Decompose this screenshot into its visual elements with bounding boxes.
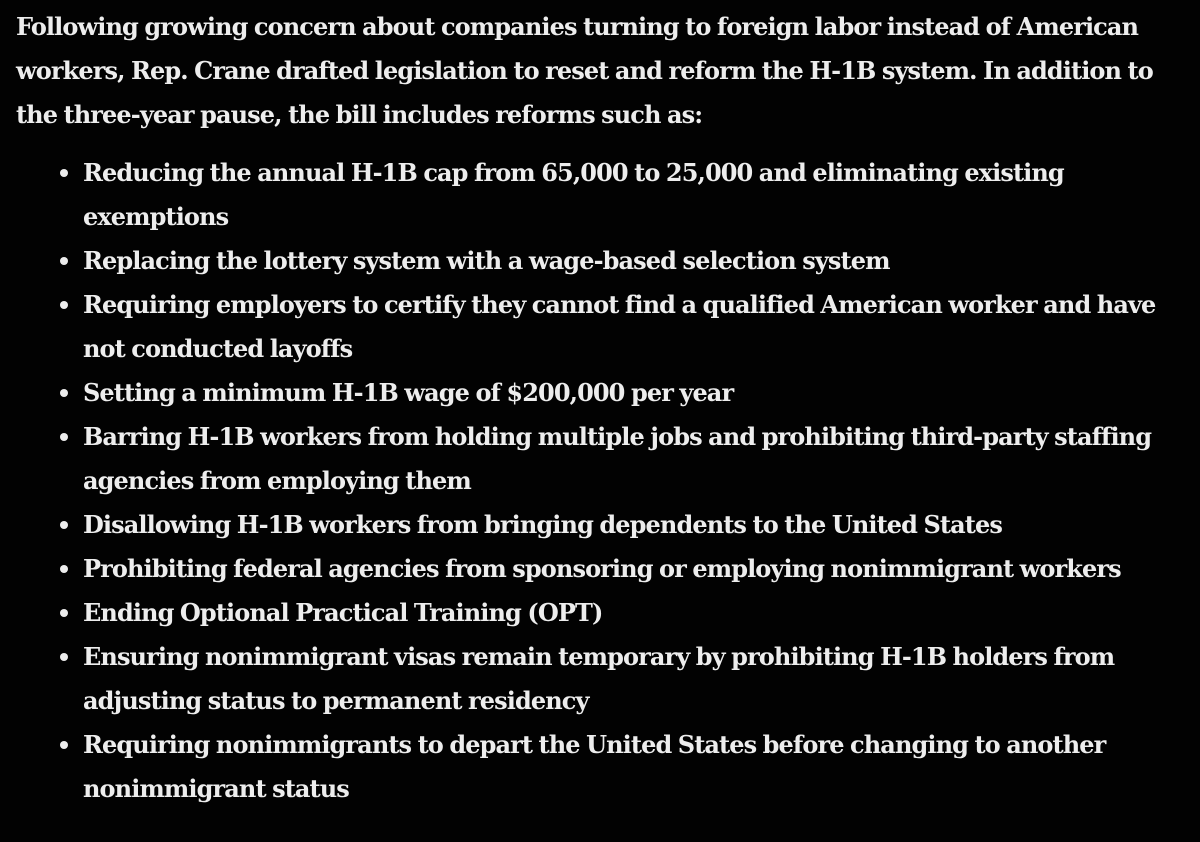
bullet-dot-icon — [60, 741, 68, 749]
list-item — [83, 723, 1196, 811]
bullet-dot-icon — [60, 433, 68, 441]
list-item-text: Reducing the annual H-1B cap from 65,000 to 25,000 and eliminating existing exemptions — [83, 158, 1064, 231]
bullet-dot-icon — [60, 653, 68, 661]
list-item-text: Ending Optional Practical Training (OPT) — [83, 598, 603, 627]
list-item-text: Requiring employers to certify they cannot find a qualified American worker and have not conducted layoffs — [83, 290, 1156, 363]
intro-paragraph: Following growing concern about companies turning to foreign labor instead of American workers, Rep. Crane drafted legislation to reset and reform the H-1B system. In addition to the three-year pause, the bill includes reforms such as: — [16, 12, 1153, 129]
list-item — [83, 239, 1196, 283]
bullet-dot-icon — [60, 521, 68, 529]
bullet-dot-icon — [60, 609, 68, 617]
list-item — [83, 591, 1196, 635]
list-item — [83, 547, 1196, 591]
bullet-dot-icon — [60, 257, 68, 265]
list-item-text: Requiring nonimmigrants to depart the United States before changing to another nonimmigrant status — [83, 730, 1106, 803]
reform-list — [16, 151, 1196, 811]
list-item-text: Barring H-1B workers from holding multiple jobs and prohibiting third-party staffing agencies from employing them — [83, 422, 1152, 495]
bullet-dot-icon — [60, 301, 68, 309]
list-item-text: Replacing the lottery system with a wage-based selection system — [83, 246, 890, 275]
list-item — [83, 151, 1196, 239]
bullet-dot-icon — [60, 169, 68, 177]
list-item — [83, 371, 1196, 415]
list-item-text: Disallowing H-1B workers from bringing dependents to the United States — [83, 510, 1002, 539]
list-item-text: Prohibiting federal agencies from sponsoring or employing nonimmigrant workers — [83, 554, 1121, 583]
list-item — [83, 415, 1196, 503]
list-item — [83, 283, 1196, 371]
bullet-dot-icon — [60, 565, 68, 573]
list-item-text: Setting a minimum H-1B wage of $200,000 per year — [83, 378, 734, 407]
bullet-dot-icon — [60, 389, 68, 397]
list-item — [83, 503, 1196, 547]
list-item-text: Ensuring nonimmigrant visas remain temporary by prohibiting H-1B holders from adjusting status to permanent residency — [83, 642, 1115, 715]
list-item — [83, 635, 1196, 723]
